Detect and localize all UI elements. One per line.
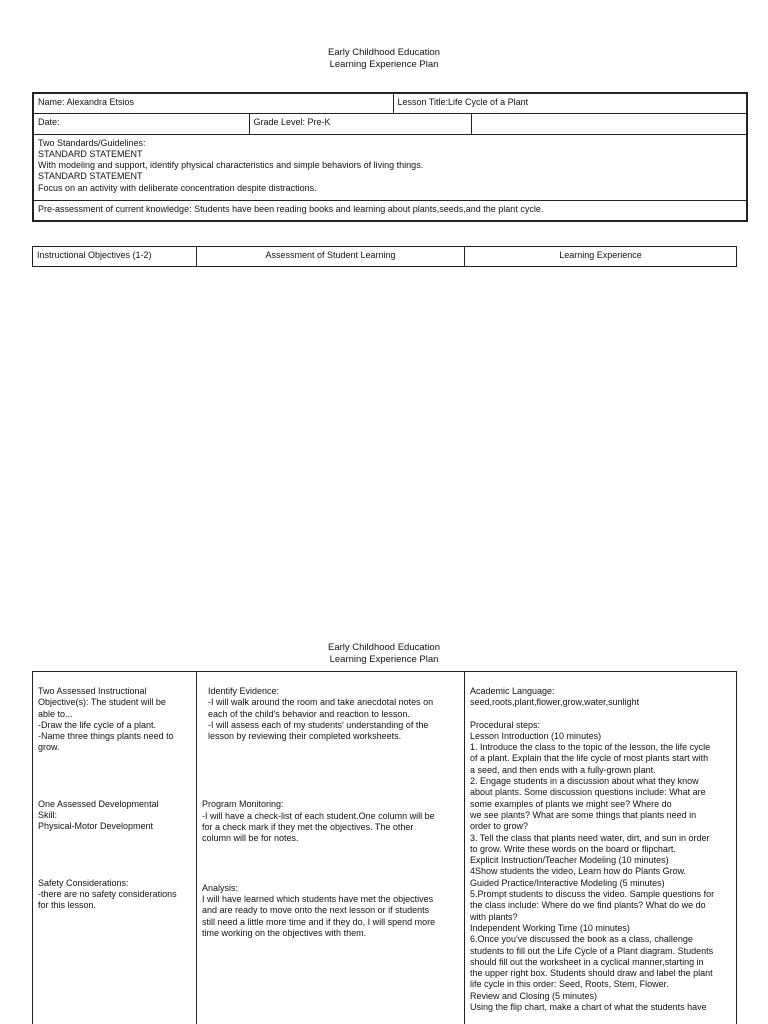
lesson-title-cell: Lesson Title:Life Cycle of a Plant — [393, 93, 747, 113]
evidence-line: lesson by reviewing their completed worksheets. — [208, 731, 402, 742]
learning-experience-column — [465, 672, 737, 1024]
monitoring-line: for a check mark if they met the objectives. The other — [202, 822, 414, 833]
assessment-column-header: Assessment of Student Learning — [197, 247, 465, 267]
evidence-line: -I will walk around the room and take anecdotal notes on — [208, 697, 434, 708]
procedural-line: we see plants? What are some things that plants need in — [470, 809, 697, 820]
procedural-line: Independent Working Time (10 minutes) — [470, 922, 630, 933]
lesson-content-table — [32, 671, 737, 1024]
assessment-column — [197, 672, 465, 1024]
procedural-line: 5.Prompt students to discuss the video. Sample questions for — [470, 889, 715, 900]
procedural-line: order to grow? — [470, 821, 529, 832]
monitoring-heading: Program Monitoring: — [202, 799, 284, 810]
empty-cell — [471, 113, 747, 134]
developmental-line: Physical-Motor Development — [38, 821, 154, 832]
page1-header-line2: Learning Experience Plan — [329, 59, 439, 70]
page1-header — [0, 47, 768, 71]
objectives-line: Objective(s): The student will be — [38, 697, 166, 708]
procedural-line: life cycle in this order: Seed, Roots, Stem, Flower. — [470, 979, 669, 990]
procedural-line: the class include: Where do we find plants? What do we do — [470, 900, 706, 911]
procedural-line: students to fill out the Life Cycle of a Plant diagram. Students — [470, 945, 714, 956]
procedural-line: Using the flip chart, make a chart of what the students have — [470, 1002, 707, 1013]
learning-experience-column-header: Learning Experience — [465, 247, 737, 267]
analysis-line: still need a little more time and if they do, I will spend more — [202, 916, 436, 927]
procedural-line: Lesson Introduction (10 minutes) — [470, 730, 602, 741]
analysis-line: and are ready to move onto the next lesson or if students — [202, 905, 430, 916]
monitoring-line: -I will have a check-list of each student.One column will be — [202, 810, 435, 821]
page2-header-line2: Learning Experience Plan — [329, 654, 439, 665]
page2-header-line1: Early Childhood Education — [328, 642, 440, 653]
grade-level-cell: Grade Level: Pre-K — [249, 113, 471, 134]
analysis-line: time working on the objectives with them. — [202, 927, 367, 938]
procedural-line: a seed, and then ends with a fully-grown plant. — [470, 764, 656, 775]
objectives-line: grow. — [38, 742, 60, 753]
procedural-line: 6.Once you've discussed the book as a class, challenge — [470, 934, 693, 945]
procedural-line: about plants. Some discussion questions include: What are — [470, 787, 706, 798]
objectives-column-header: Instructional Objectives (1-2) — [33, 247, 197, 267]
evidence-line: each of the child's behavior and reaction to lesson. — [208, 708, 410, 719]
objectives-column — [33, 672, 197, 1024]
academic-language-heading: Academic Language: — [470, 686, 555, 696]
analysis-line: I will have learned which students have met the objectives — [202, 893, 434, 904]
procedural-heading: Procedural steps: — [470, 719, 541, 730]
standard-statement-label: STANDARD STATEMENT — [38, 148, 143, 159]
standards-cell — [33, 134, 747, 200]
safety-heading: Safety Considerations: — [38, 877, 129, 888]
analysis-heading: Analysis: — [202, 882, 239, 893]
procedural-line: to grow. Write these words on the board or flipchart. — [470, 843, 676, 854]
procedural-line: the upper right box. Students should draw and label the plant — [470, 968, 713, 979]
safety-line: for this lesson. — [38, 900, 97, 911]
procedural-line: 4Show students the video, Learn how do Plants Grow. — [470, 866, 687, 877]
objectives-line: able to... — [38, 708, 73, 719]
developmental-heading: One Assessed Developmental — [38, 798, 159, 809]
standard-statement-text: With modeling and support, identify physical characteristics and simple behaviors of living things. — [38, 160, 424, 171]
procedural-line: 1. Introduce the class to the topic of the lesson, the life cycle — [470, 742, 711, 753]
procedural-line: Explicit Instruction/Teacher Modeling (10 minutes) — [470, 855, 669, 866]
date-cell: Date: — [33, 113, 249, 134]
safety-line: -there are no safety considerations — [38, 888, 177, 899]
procedural-line: some examples of plants we might see? Where do — [470, 798, 672, 809]
lesson-info-table — [32, 92, 748, 222]
procedural-line: Review and Closing (5 minutes) — [470, 990, 598, 1001]
procedural-line: of a plant. Explain that the life cycle of most plants start with — [470, 753, 709, 764]
name-cell: Name: Alexandra Etsios — [33, 93, 393, 113]
developmental-line: Skill: — [38, 810, 58, 821]
procedural-line: with plants? — [470, 911, 518, 922]
standard-statement-label: STANDARD STATEMENT — [38, 171, 143, 182]
evidence-line: -I will assess each of my students' understanding of the — [208, 719, 429, 730]
standard-statement-text: Focus on an activity with deliberate concentration despite distractions. — [38, 182, 317, 193]
procedural-line: 3. Tell the class that plants need water, dirt, and sun in order — [470, 832, 710, 843]
procedural-line: 2. Engage students in a discussion about what they know — [470, 776, 699, 787]
page2-header — [0, 642, 768, 666]
objectives-heading: Two Assessed Instructional — [38, 686, 147, 696]
standards-heading: Two Standards/Guidelines: — [38, 137, 146, 148]
page1-header-line1: Early Childhood Education — [328, 47, 440, 58]
preassessment-cell: Pre-assessment of current knowledge: Students have been reading books and learning about plants,seeds,and the plant cycle. — [33, 200, 747, 221]
procedural-line: Guided Practice/Interactive Modeling (5 minutes) — [470, 877, 665, 888]
procedural-line: should fill out the worksheet in a cyclical manner,starting in — [470, 956, 704, 967]
objectives-line: -Draw the life cycle of a plant. — [38, 719, 157, 730]
objectives-line: -Name three things plants need to — [38, 731, 174, 742]
column-header-table — [32, 246, 737, 267]
academic-language-words: seed,roots,plant,flower,grow,water,sunlight — [470, 697, 640, 708]
evidence-heading: Identify Evidence: — [208, 686, 280, 696]
monitoring-line: column will be for notes. — [202, 833, 299, 844]
